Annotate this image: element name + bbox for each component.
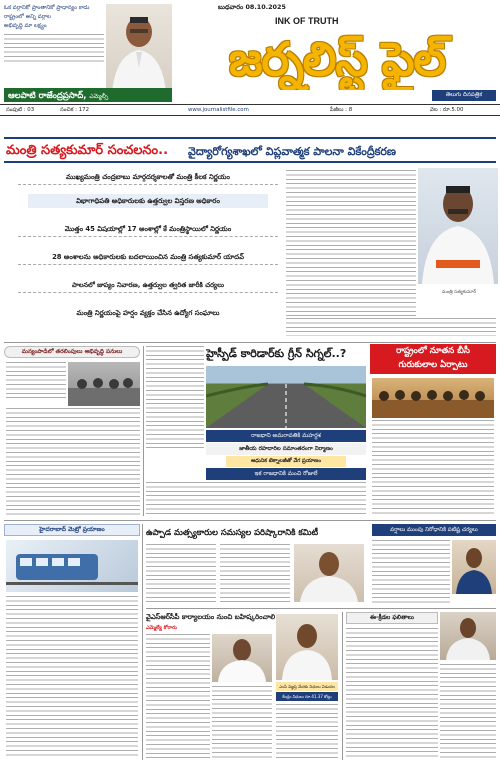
quote-line-1: ఓక వర్గానికో ప్రాంతానికో ప్రాధాన్యం కాదు xyxy=(4,5,90,11)
quote-line-2: రాష్ట్రంలో అన్ని వర్గాల xyxy=(4,14,51,20)
highway-tag-1: రాజధాని అమరావతికి మహర్దశ xyxy=(206,430,366,442)
lead-bullet-6: మంత్రి నిర్ణయంపై హర్షం వ్యక్తం చేసిన ఉద్యోగ సంఘాలు xyxy=(76,309,220,317)
website-link[interactable]: www.journalistfile.com xyxy=(188,107,249,113)
manyam-body-a xyxy=(6,362,66,398)
lead-bullet-5: పాలనలో జాప్యం నివారణ, ఉత్తర్వుల త్వరిత జారీకి చర్యలు xyxy=(18,278,278,293)
highway-body xyxy=(146,482,366,516)
metro-photo xyxy=(6,540,138,592)
masthead-quote xyxy=(4,4,104,70)
highway-headline: హైస్పీడ్ కారిడార్‌కు గ్రీన్ సిగ్నల్..? xyxy=(206,347,347,360)
mp-caption-b: కేంద్రం నిధులు రూ.41.37 కోట్లు xyxy=(276,692,338,701)
lead-bullet-1: ముఖ్యమంత్రి చంద్రబాబు మార్గదర్శకాలతో మంత్రి కీలక నిర్ణయం xyxy=(18,170,278,185)
highway-tag-3: ఆధునిక టెక్నాలజీతో వేగ ప్రయాణం xyxy=(226,456,346,467)
bc-body xyxy=(372,420,494,516)
leader-name-bar xyxy=(4,88,172,102)
issue-date: బుధవారం 08.10.2025 xyxy=(218,3,286,11)
manyam-photo xyxy=(68,362,140,406)
sports-headline: ఈ-క్రీడల ఫలితాలు xyxy=(346,612,438,624)
vijayawada-body-a xyxy=(146,634,210,760)
quote-text-lines xyxy=(4,34,104,64)
bc-photo xyxy=(372,378,494,418)
minister-photo xyxy=(418,168,498,284)
leader-name: ఆలపాటి రాజేంద్రప్రసాద్, xyxy=(8,90,87,100)
manyam-body-b xyxy=(6,408,140,518)
highway-tag-4: ఇక రాజధానికి మంచి రోజులే xyxy=(206,468,366,480)
vijayawada-body-b xyxy=(212,686,272,760)
bc-headline-a: రాష్ట్రంలో నూతన బీసీ xyxy=(396,346,470,356)
issue-number: సంచిక : 172 xyxy=(60,107,89,113)
volume: సంపుటి : 03 xyxy=(6,107,35,113)
lead-bullet-2: విభాగాధిపతి అధికారులకు ఉత్తర్వుల విస్తరణ అధికారం xyxy=(28,194,268,208)
lead-bullets xyxy=(18,170,278,340)
language-badge: తెలుగు దినపత్రిక xyxy=(432,90,496,101)
divider xyxy=(4,520,496,521)
leader-photo xyxy=(106,4,172,92)
rains-photo xyxy=(452,540,496,594)
quote-line-3: అభివృద్ధి మా లక్ష్యం xyxy=(4,23,47,29)
mp-caption: ఎంపీ విజ్ఞప్తి మేరకు నిధులు విడుదల xyxy=(276,682,338,691)
bc-headline-box xyxy=(370,344,496,374)
masthead xyxy=(0,0,500,104)
leader-title: ఎమ్మెల్సీ xyxy=(89,93,109,100)
metro-headline: హైదరాబాద్ మెట్రో ప్రయాణం xyxy=(4,524,140,536)
lead-body-text-2 xyxy=(286,318,496,336)
page-count: పేజీలు : 8 xyxy=(330,107,353,113)
highway-photo xyxy=(206,366,366,428)
lead-photo-caption: మంత్రి సత్యకుమార్ xyxy=(441,290,477,295)
manyam-headline: మన్యంపాడిలో తరలింపులు అభివృద్ధి పనులు xyxy=(4,346,140,358)
divider xyxy=(143,346,144,516)
metro-body xyxy=(6,596,138,756)
info-strip xyxy=(0,104,500,116)
vijayawada-subhead: ఎమ్మెల్యే కోరారు xyxy=(146,625,177,631)
fishermen-body-a xyxy=(146,544,216,604)
sports-photo xyxy=(440,612,496,660)
lead-headline-b: వైద్యారోగ్యశాఖలో విప్లవాత్మక పాలనా వికేంద్రీకరణ xyxy=(188,145,396,158)
price: వెల : రూ.5.00 xyxy=(430,107,464,113)
mp-photo xyxy=(276,614,338,680)
rains-body xyxy=(372,540,450,604)
tagline: INK OF TRUTH xyxy=(275,16,339,26)
highway-tag-2: జాతీయ రహదారిల సమాంతరంగా నిర్మాణం xyxy=(206,443,366,455)
lead-headline-bar xyxy=(4,137,496,163)
fishermen-body-b xyxy=(220,544,290,604)
sports-body-a xyxy=(346,628,438,760)
fishermen-headline: ఉప్పాడ మత్స్యకారుల సమస్యల పరిష్కారానికి కమిటీ xyxy=(146,527,319,537)
mp-body xyxy=(276,704,338,760)
lead-body-text xyxy=(286,170,416,316)
divider xyxy=(142,524,143,760)
bc-headline-b: గురుకులాల ఏర్పాటు xyxy=(398,360,468,370)
lead-headline-a: మంత్రి సత్యకుమార్ సంచలనం.. xyxy=(6,143,169,158)
manyam-body-c xyxy=(146,346,204,450)
vijayawada-photo xyxy=(212,634,272,682)
divider xyxy=(146,608,496,609)
newspaper-title: జర్నలిస్ట్ ఫైల్ xyxy=(228,32,446,86)
lead-bullet-4: 28 అంశాలను అధికారులకు బదలాయించిన మంత్రి సత్యకుమార్ యాదవ్ xyxy=(18,250,278,265)
fishermen-photo xyxy=(294,544,364,602)
lead-bullet-3: మొత్తం 45 విషయాల్లో 17 అంశాల్లో కే మంత్రిస్థాయిలో నిర్ణయం xyxy=(18,222,278,237)
rains-headline: వర్షాలు ముంపు నిరోధానికి పటిష్ట చర్యలు xyxy=(372,524,496,536)
divider xyxy=(342,612,343,760)
sports-body-b xyxy=(440,664,496,760)
vijayawada-headline: వైఎస్ఆర్‌సీపీ కార్యాలయం నుంచి బహిష్కరించాలి xyxy=(146,613,276,621)
